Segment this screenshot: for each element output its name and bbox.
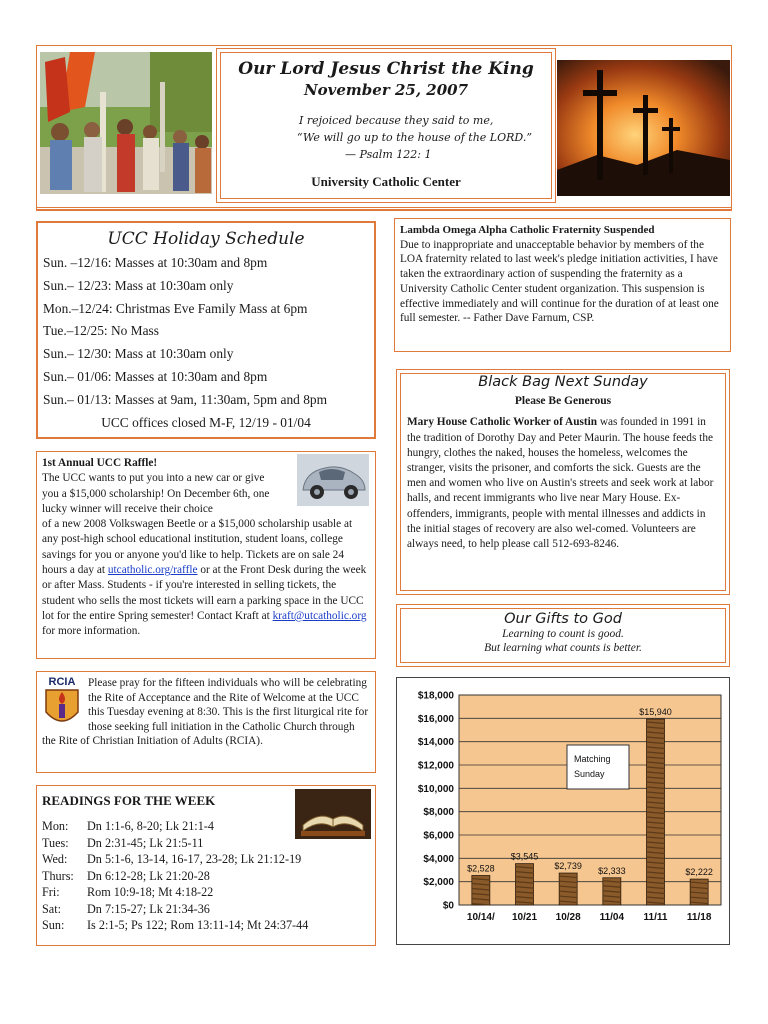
y-tick-label: $18,000 (417, 690, 454, 702)
y-tick-label: $2,000 (423, 877, 454, 889)
holiday-schedule (36, 221, 376, 439)
schedule-item: Sun.– 01/06: Masses at 10:30am and 8pm (43, 368, 268, 384)
mary-house-name: Mary House Catholic Worker of Austin (407, 416, 598, 429)
holiday-schedule-title: UCC Holiday Schedule (107, 229, 305, 249)
x-tick-label: 10/21 (511, 912, 538, 923)
gifts-line-1: Learning to count is good. (502, 628, 624, 640)
psalm-line-2: “We will go up to the house of the LORD.” (297, 131, 532, 144)
procession-photo (40, 52, 212, 194)
rcia-logo-icon (42, 674, 82, 730)
reading-row: Tues: Dn 2:31-45; Lk 21:5-11 (42, 835, 204, 850)
svg-text:RCIA: RCIA (48, 676, 76, 688)
rcia-body: Please pray for the fifteen individuals who will be celebrating the Rite of Acceptance and the Rite of Welcome at the UCC this Tuesday evening at 8:30. This is the first liturgical rite for those seeking full initiation in the Catholic Church through the Rite of Christian Initiation of Adults (RCIA). (42, 677, 369, 748)
y-tick-label: $6,000 (423, 830, 454, 842)
y-tick-label: $8,000 (423, 807, 454, 819)
reading-row: Sat: Dn 7:15-27; Lk 21:34-36 (42, 901, 210, 916)
black-bag-subtitle: Please Be Generous (514, 395, 612, 408)
raffle-intro: The UCC wants to put you into a new car or give you a $15,000 scholarship! On December 6th, one lucky winner will receive their choice (42, 472, 270, 515)
our-gifts-to-god (396, 604, 730, 667)
fraternity-notice (394, 218, 731, 352)
crosses-sunset-photo (557, 60, 730, 196)
issue-date: November 25, 2007 (303, 81, 469, 99)
gifts-line-2: But learning what counts is better. (484, 642, 642, 654)
x-tick-label: 10/14/ (466, 912, 495, 923)
schedule-item: Sun.– 01/13: Masses at 9am, 11:30am, 5pm and 8pm (43, 391, 328, 407)
y-tick-label: $16,000 (417, 713, 454, 725)
data-label: $15,940 (639, 707, 672, 718)
schedule-item: Sun.– 12/30: Mass at 10:30am only (43, 346, 234, 362)
x-axis-labels (467, 912, 712, 923)
data-label: $3,545 (510, 851, 539, 862)
car-image (297, 454, 369, 506)
y-tick-label: $10,000 (417, 783, 454, 795)
reading-row: Sun: Is 2:1-5; Ps 122; Rom 13:11-14; Mt 24:37-44 (42, 918, 309, 932)
plot-area (459, 695, 721, 905)
matching-sunday-annotation (567, 745, 629, 789)
fraternity-notice-body: Due to inappropriate and unacceptable behavior by members of the LOA fraternity related to last week's pledge initiation activities, I have taken the extraordinary action of suspending the fraternity as a University Catholic Center student organization. This suspension is effective immediately and will continue for the duration of at least one full semester. -- Father Dave Farnum, CSP. (400, 238, 719, 325)
black-bag-body: Mary House Catholic Worker of Austin was founded in 1991 in the tradition of Dorothy Day and Peter Maurin. The house feeds the hungry, clothes the naked, houses the homeless, welcomes the stranger, visits the prisoner, and comforts the sick. Guests are the men and women who live on Austin's streets and seek work at labor halls, and recent immigrants who live near Mary House. Ex-offenders, immigrants, people with mental illnesses and addicts in the initial stages of recovery are also wel-comed. Volunteers are always need, to help please call 512-693-8246. (407, 416, 714, 551)
data-label: $2,528 (467, 863, 495, 874)
readings-title: READINGS FOR THE WEEK (42, 793, 216, 808)
page-title: Our Lord Jesus Christ the King (238, 59, 534, 79)
organization-name: University Catholic Center (311, 174, 461, 189)
annotation-box (567, 745, 629, 789)
offices-closed-note: UCC offices closed M-F, 12/19 - 01/04 (101, 414, 311, 430)
x-tick-label: 11/11 (643, 912, 668, 923)
bible-icon (295, 789, 371, 839)
reading-row: Wed: Dn 5:1-6, 13-14, 16-17, 23-28; Lk 21:12-19 (42, 852, 302, 866)
bar (516, 864, 534, 905)
schedule-item: Sun.– 12/23: Mass at 10:30am only (43, 277, 234, 293)
black-bag-article (396, 369, 730, 595)
y-axis-labels (418, 691, 455, 912)
readings-for-the-week (36, 785, 376, 946)
black-bag-title: Black Bag Next Sunday (478, 374, 648, 390)
reading-row: Mon: Dn 1:1-6, 8-20; Lk 21:1-4 (42, 819, 214, 833)
x-tick-label: 11/18 (686, 912, 712, 923)
schedule-item: Tue.–12/25: No Mass (43, 323, 159, 339)
x-tick-label: 10/28 (555, 912, 581, 923)
header-divider (36, 207, 732, 210)
psalm-citation: — Psalm 122: 1 (345, 148, 432, 161)
raffle-title: 1st Annual UCC Raffle! (42, 457, 158, 469)
kraft-email-link[interactable]: kraft@utcatholic.org (272, 609, 367, 622)
annotation-text: Sunday (574, 769, 605, 779)
offertory-chart (396, 677, 730, 945)
raffle-body: of a new 2008 Volkswagen Beetle or a $15,000 scholarship usable at any post-high school educational institution, student loans, college savings for you or anyone you'd like to help. Tickets are on sale 24 hours a day at utcatholic.org/raffle or at the Front Desk during the week or after Mass. Students - if you're interested in selling tickets, the student who sells the most tickets will earn a parking space in the UCC lot for the entire Spring semester! Contact Kraft at kraft@utcatholic.org for more information. (42, 518, 367, 638)
y-tick-label: $14,000 (417, 737, 454, 749)
offertory-bar-chart (397, 678, 731, 946)
fraternity-notice-title: Lambda Omega Alpha Catholic Fraternity Suspended (400, 224, 655, 236)
y-tick-label: $12,000 (417, 760, 454, 772)
schedule-item: Mon.–12/24: Christmas Eve Family Mass at 6pm (43, 300, 308, 316)
y-tick-label: $0 (442, 900, 454, 912)
annotation-text: Matching (574, 754, 611, 764)
raffle-link[interactable]: utcatholic.org/raffle (107, 564, 198, 577)
data-label: $2,333 (598, 865, 626, 876)
y-tick-label: $4,000 (423, 853, 454, 865)
psalm-line-1: I rejoiced because they said to me, (299, 114, 494, 127)
masthead (216, 48, 556, 203)
data-label: $2,222 (685, 867, 713, 878)
schedule-item: Sun. –12/16: Masses at 10:30am and 8pm (43, 255, 268, 270)
raffle-article (36, 451, 376, 659)
reading-row: Thurs: Dn 6:12-28; Lk 21:20-28 (42, 868, 210, 883)
gifts-title: Our Gifts to God (504, 611, 622, 627)
reading-row: Fri: Rom 10:9-18; Mt 4:18-22 (42, 885, 214, 899)
x-tick-label: 11/04 (599, 912, 625, 923)
rcia-article (36, 671, 376, 773)
data-label: $2,739 (554, 861, 582, 872)
